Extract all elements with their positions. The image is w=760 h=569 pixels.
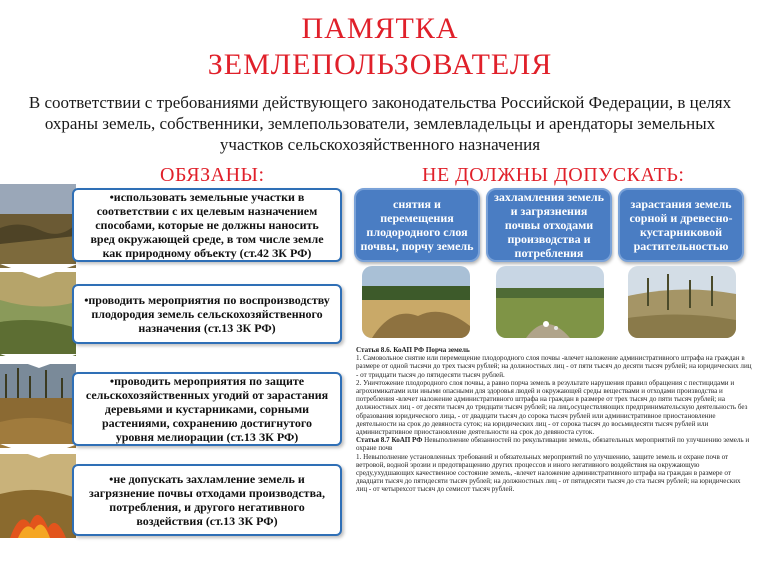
law-paragraph: 1. Самовольное снятие или перемещение плодородного слоя почвы -влечет наложение административного штрафа на граждан в размере от одной тысячи до трех тысяч рублей; на должностных лиц - от пяти тысяч до десяти тысяч рублей; на юридических лиц - от тридцати тысяч до пятидесяти тысяч рублей. bbox=[356, 354, 752, 379]
obligation-item: •проводить мероприятия по воспроизводству плодородия земель сельскохозяйственного назначения (ст.13 ЗК РФ) bbox=[72, 284, 342, 344]
photo-soil-removal bbox=[362, 266, 470, 338]
prohibition-item: захламления земель и загрязнения почвы отходами производства и потребления bbox=[486, 188, 612, 262]
field-photo-4 bbox=[0, 454, 76, 538]
photo-overgrowth bbox=[628, 266, 736, 338]
law-excerpt bbox=[356, 346, 752, 494]
prohibitions-heading: НЕ ДОЛЖНЫ ДОПУСКАТЬ: bbox=[422, 164, 685, 186]
obligations-heading: ОБЯЗАНЫ: bbox=[160, 164, 265, 186]
page-title-line2: ЗЕМЛЕПОЛЬЗОВАТЕЛЯ bbox=[207, 48, 553, 81]
obligation-item: •не допускать захламление земель и загрязнение почвы отходами производства, потребления, и другого негативного воздействия (ст.13 ЗК РФ) bbox=[72, 464, 342, 536]
field-photo-1 bbox=[0, 184, 76, 268]
obligation-item: •использовать земельные участки в соответствии с их целевым назначением способами, которые не должны наносить вред окружающей среде, в том числе земле как природному объекту (ст.42 ЗК РФ) bbox=[72, 188, 342, 262]
chevron-down-icon bbox=[0, 264, 78, 278]
obligation-item: •проводить мероприятия по защите сельскохозяйственных угодий от зарастания деревьями и кустарниками, сорными растениями, сохранению достигнутого уровня мелиорации (ст.13 ЗК РФ) bbox=[72, 372, 342, 446]
prohibition-item: зарастания земель сорной и древесно-кустарниковой растительностью bbox=[618, 188, 744, 262]
law-article-title: Статья 8.7 КоАП РФ bbox=[356, 436, 423, 445]
intro-text: В соответствии с требованиями действующего законодательства Российской Федерации, в целях охраны земель, собственники, землепользователи, землевладельцы и арендаторы земельных участков сельскохозяйственного назначения bbox=[28, 93, 732, 154]
field-photo-3 bbox=[0, 364, 76, 448]
chevron-down-icon bbox=[0, 354, 78, 368]
law-article-subtitle: Невыполнение обязанностей по рекультивации земель, обязательных мероприятий по улучшению земель и охране почв bbox=[356, 436, 750, 453]
prohibition-item: снятия и перемещения плодородного слоя почвы, порчу земель bbox=[354, 188, 480, 262]
chevron-down-icon bbox=[0, 444, 78, 458]
law-paragraph: 1. Невыполнение установленных требований и обязательных мероприятий по улучшению, защите земель и охране почв от ветровой, водной эрозии и предотвращению других процессов и иного негативного воздействия на окружающую среду,ухудшающих качественное состояние земель, -влечет наложение административного штрафа на граждан в размере от двадцати тысяч до пятидесяти тысяч рублей; на должностных лиц - от пятидесяти тысяч до ста тысяч рублей; на юридических лиц - от четырехсот тысяч до семисот тысяч рублей. bbox=[356, 452, 741, 494]
page-title-line1: ПАМЯТКА bbox=[301, 12, 459, 45]
field-photo-2 bbox=[0, 272, 76, 356]
law-article-title: Статья 8.6. КоАП РФ Порча земель bbox=[356, 346, 470, 354]
photo-waste-dump bbox=[496, 266, 604, 338]
law-paragraph: 2. Уничтожение плодородного слоя почвы, а равно порча земель в результате нарушения правил обращения с пестицидами и агрохимикатами или иными опасными для здоровья людей и окружающей среды веществами и отходами производства и потребления -влечет наложение административного штрафа на граждан в размере от трех тысяч до пяти тысяч рублей; на должностных лиц - от десяти тысяч до тридцати тысяч рублей; на лиц,осуществляющих предпринимательскую деятельность без образования юридического лица, - от двадцати тысяч до сорока тысяч рублей или административное приостановление деятельности на срок до девяноста суток; на юридических лиц - от сорока тысяч до восьмидесяти тысяч рублей или административное приостановление деятельности на срок до девяноста суток. bbox=[356, 378, 748, 437]
